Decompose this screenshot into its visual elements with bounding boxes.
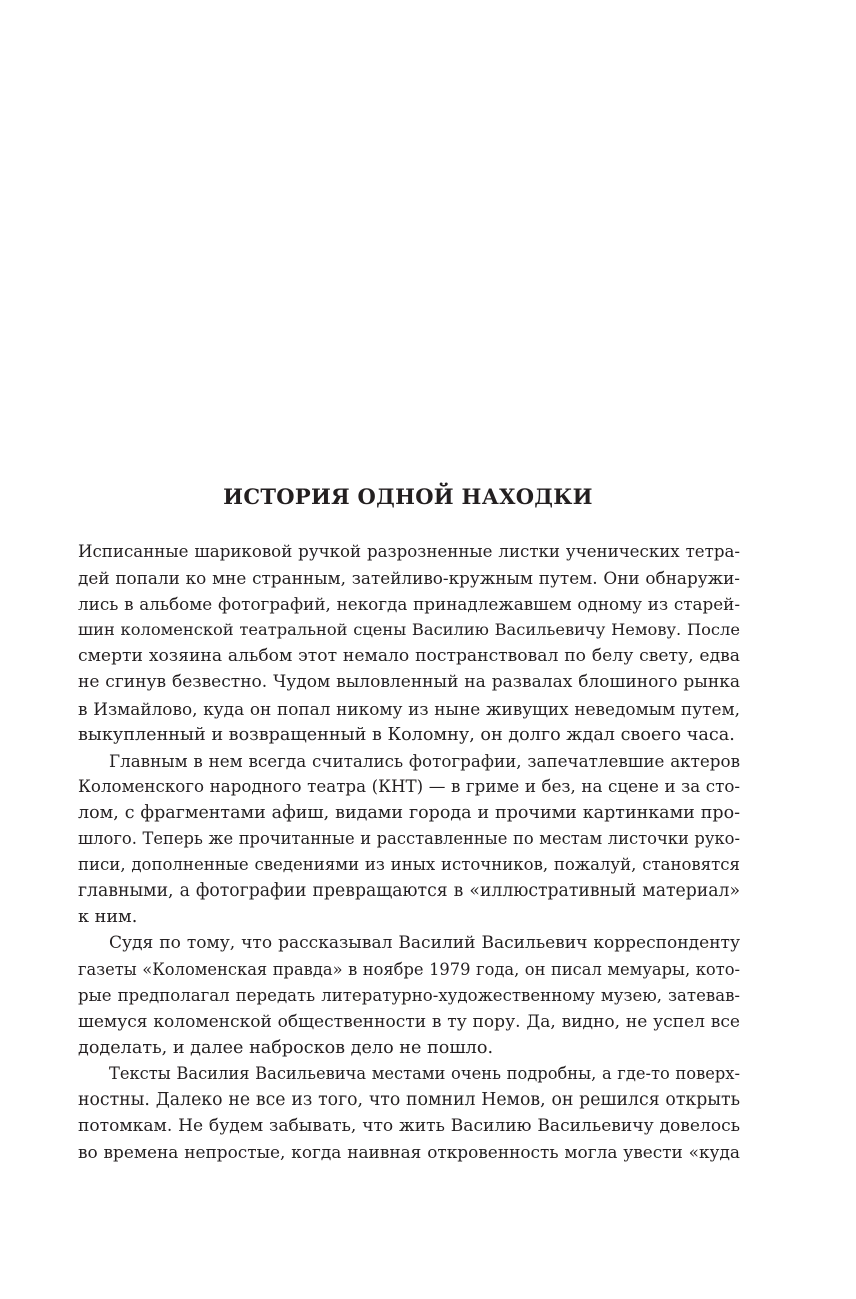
text-line: смерти хозяина альбом этот немало постранствовал по белу свету, едва bbox=[78, 646, 740, 667]
text-line: газеты «Коломенская правда» в ноябре 1979 года, он писал мемуары, кото- bbox=[78, 959, 740, 979]
text-line: шемуся коломенской общественности в ту пору. Да, видно, не успел все bbox=[78, 1011, 740, 1032]
text-line: лись в альбоме фотографий, некогда принадлежавшем одному из старей- bbox=[78, 594, 740, 615]
paragraph-2 bbox=[78, 748, 740, 931]
text-line: не сгинув безвестно. Чудом выловленный на развалах блошиного рынка bbox=[78, 672, 740, 693]
text-line: выкупленный и возвращенный в Коломну, он долго ждал своего часа. bbox=[78, 724, 735, 745]
text-line: Коломенского народного театра (КНТ) — в гриме и без, на сцене и за сто- bbox=[78, 776, 740, 796]
text-line: потомкам. Не будем забывать, что жить Василию Васильевичу довелось bbox=[78, 1116, 740, 1137]
text-line: шлого. Теперь же прочитанные и расставленные по местам листочки руко- bbox=[78, 829, 740, 849]
text-line: главными, а фотографии превращаются в «иллюстративный материал» bbox=[78, 881, 740, 902]
text-line: рые предполагал передать литературно-художественному музею, затевав- bbox=[78, 985, 740, 1005]
paragraph-4 bbox=[78, 1061, 740, 1165]
text-line: Главным в нем всегда считались фотографии, запечатлевшие актеров bbox=[109, 750, 740, 771]
text-line: Исписанные шариковой ручкой разрозненные листки ученических тетра- bbox=[78, 542, 740, 561]
text-line: лом, с фрагментами афиш, видами города и прочими картинками про- bbox=[78, 802, 740, 823]
text-line: во времена непростые, когда наивная откровенность могла увести «куда bbox=[78, 1142, 740, 1163]
paragraph-1 bbox=[78, 539, 740, 748]
text-line: писи, дополненные сведениями из иных источников, пожалуй, становятся bbox=[78, 855, 740, 875]
text-line: доделать, и далее набросков дело не пошло. bbox=[78, 1037, 494, 1058]
chapter-title: ИСТОРИЯ ОДНОЙ НАХОДКИ bbox=[223, 484, 593, 509]
text-line: шин коломенской театральной сцены Василию Васильевичу Немову. После bbox=[78, 620, 740, 640]
paragraph-3 bbox=[78, 930, 740, 1060]
text-line: к ним. bbox=[78, 907, 138, 928]
text-line: ностны. Далеко не все из того, что помнил Немов, он решился открыть bbox=[78, 1089, 740, 1110]
text-line: дей попали ко мне странным, затейливо-кружным путем. Они обнаружи- bbox=[78, 568, 740, 589]
text-line: в Измайлово, куда он попал никому из ныне живущих неведомым путем, bbox=[78, 698, 740, 719]
body-text bbox=[78, 539, 740, 1165]
text-line: Тексты Василия Васильевича местами очень подробны, а где-то поверх- bbox=[109, 1063, 740, 1083]
text-line: Судя по тому, что рассказывал Василий Васильевич корреспонденту bbox=[109, 933, 740, 954]
